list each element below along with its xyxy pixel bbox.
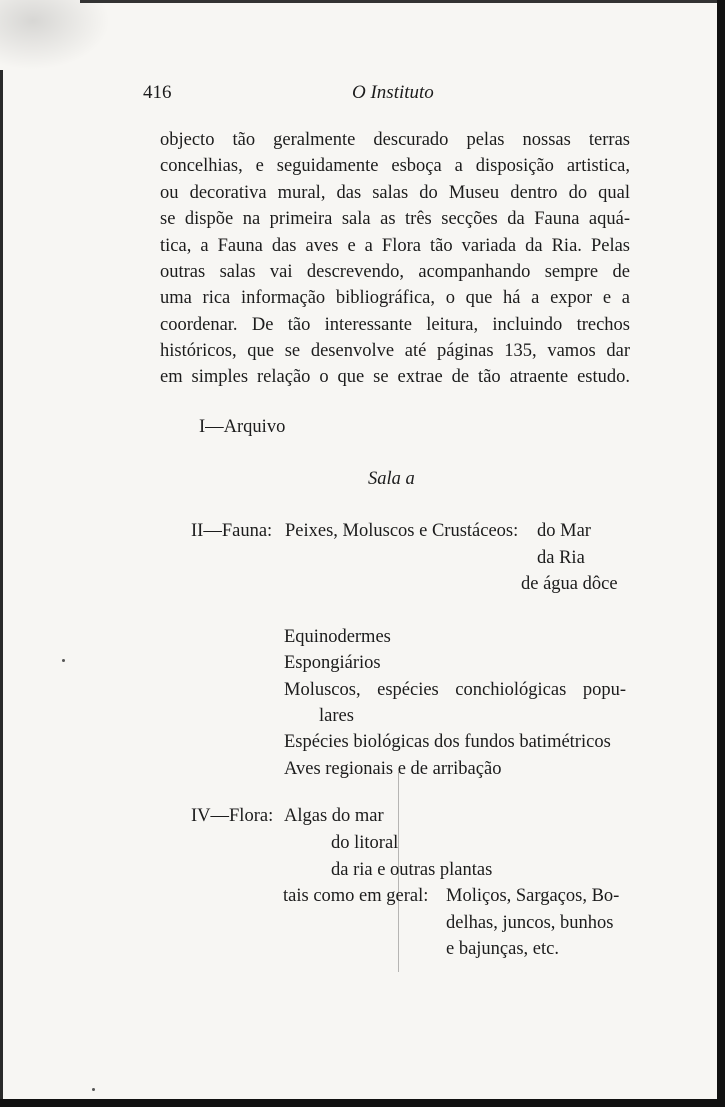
- paragraph-line: outras salas vai descrevendo, acompanhando sempre de: [160, 262, 630, 282]
- fauna-label: II—Fauna:: [191, 521, 273, 541]
- sala-heading: Sala a: [368, 469, 415, 489]
- scan-smudge: [0, 0, 110, 70]
- paragraph-line: objecto tão geralmente descurado pelas nossas terras: [160, 130, 630, 150]
- fauna-list-item: Moluscos, espécies conchiológicas popu-: [284, 680, 626, 700]
- page-edge-top: [80, 0, 725, 3]
- fauna-list-item: Equinodermes: [284, 627, 391, 647]
- flora-line: do litoral: [331, 833, 399, 853]
- fauna-place: do Mar: [537, 521, 591, 541]
- fauna-list-item: Espongiários: [284, 653, 381, 673]
- paragraph-line: tica, a Fauna das aves e a Flora tão variada da Ria. Pelas: [160, 236, 630, 256]
- fauna-list-item: Espécies biológicas dos fundos batimétricos: [284, 732, 611, 752]
- flora-line: e bajunças, etc.: [446, 939, 559, 959]
- fauna-list-item: Aves regionais e de arribação: [284, 759, 502, 779]
- paragraph-line: se dispõe na primeira sala as três secções da Fauna aquá-: [160, 209, 630, 229]
- running-title: O Instituto: [352, 82, 434, 103]
- scan-speck: [62, 659, 65, 662]
- page-edge-right: [717, 0, 725, 1107]
- fauna-place: de água dôce: [521, 574, 618, 594]
- flora-line: Algas do mar: [284, 806, 384, 826]
- page-number: 416: [143, 82, 172, 103]
- fauna-text: Peixes, Moluscos e Crustáceos:: [285, 521, 519, 541]
- scan-speck: [92, 1088, 95, 1091]
- paragraph-line: históricos, que se desenvolve até páginas 135, vamos dar: [160, 341, 630, 361]
- flora-line: da ria e outras plantas: [331, 860, 493, 880]
- paragraph-line: concelhias, e seguidamente esboça a disposição artistica,: [160, 156, 630, 176]
- paragraph-line: uma rica informação bibliográfica, o que há a expor e a: [160, 288, 630, 308]
- paragraph-line: em simples relação o que se extrae de tão atraente estudo.: [160, 367, 630, 387]
- flora-label: IV—Flora:: [191, 806, 274, 826]
- flora-line: delhas, juncos, bunhos: [446, 913, 614, 933]
- fauna-list-item: lares: [319, 706, 354, 726]
- page-edge-bottom: [0, 1099, 725, 1107]
- section-heading-arquivo: I—Arquivo: [199, 417, 286, 437]
- fauna-place: da Ria: [537, 548, 585, 568]
- paragraph-line: ou decorativa mural, das salas do Museu dentro do qual: [160, 183, 630, 203]
- flora-line: Moliços, Sargaços, Bo-: [446, 886, 620, 906]
- page-edge-left: [0, 70, 3, 1107]
- flora-line: tais como em geral:: [283, 886, 429, 906]
- paragraph-line: coordenar. De tão interessante leitura, incluindo trechos: [160, 315, 630, 335]
